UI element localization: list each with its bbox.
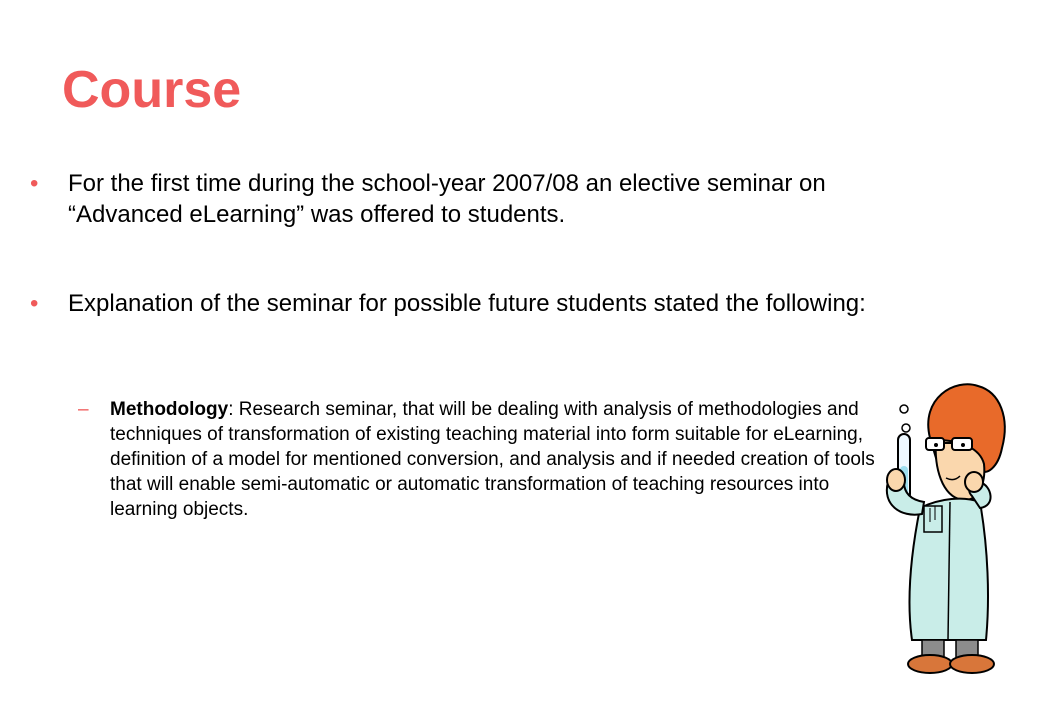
slide-title: Course [62,61,242,119]
bullet-text: For the first time during the school-year 2007/08 an elective seminar on “Advanced eLearning” was offered to students. [68,170,826,228]
methodology-term: Methodology [110,399,229,420]
bullet-text: Explanation of the seminar for possible future students stated the following: [68,290,866,317]
scientist-illustration [860,378,1010,678]
sub-bullet-methodology [78,397,878,522]
sub-bullet-text [110,397,878,522]
bullet-marker: • [30,290,39,317]
methodology-description: : Research seminar, that will be dealing with analysis of methodologies and techniques of transformation of existing teaching material into form suitable for eLearning, definition of a model for mentioned conversion, and analysis and if needed creation of tools that will enable semi-automatic or automatic transformation of teaching resources into learning objects. [110,399,875,520]
bullet-marker: • [30,170,39,197]
bullet-item-first-time [30,168,910,230]
bullet-item-explanation [30,288,910,319]
sub-bullet-marker: – [78,399,89,420]
